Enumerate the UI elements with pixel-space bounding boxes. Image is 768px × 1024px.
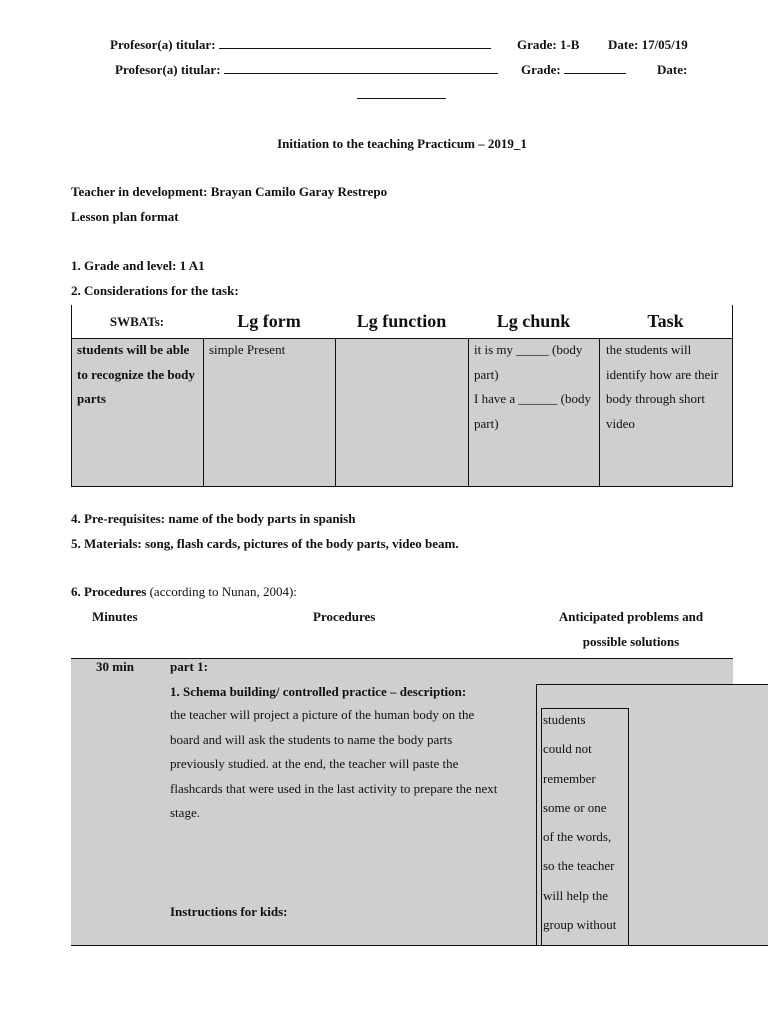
chunk-line-2: I have a ______ (body part) bbox=[474, 391, 591, 431]
format-label: Lesson plan format bbox=[71, 209, 179, 224]
problem-line: some or one bbox=[543, 799, 607, 815]
procedures-bottom-border bbox=[71, 945, 733, 946]
cell-task: the students will identify how are their body through short video bbox=[606, 342, 719, 431]
header-line-2 bbox=[115, 62, 498, 78]
col-problems-2: possible solutions bbox=[582, 634, 680, 649]
procedures-heading-rest: (according to Nunan, 2004): bbox=[146, 584, 297, 599]
header-line-1 bbox=[110, 37, 491, 53]
teacher-name: Teacher in development: Brayan Camilo Garay Restrepo bbox=[71, 184, 388, 199]
date-blank-2 bbox=[357, 98, 446, 99]
problem-line: will help the bbox=[543, 887, 608, 903]
header-swbats: SWBATs: bbox=[109, 313, 165, 329]
chunk-line-1: it is my _____ (body part) bbox=[474, 342, 583, 382]
grade-level: 1. Grade and level: 1 A1 bbox=[71, 258, 205, 273]
problem-line: could not bbox=[543, 741, 592, 757]
grade-value: Grade: 1-B bbox=[517, 37, 580, 52]
procedures-heading bbox=[71, 584, 297, 600]
cell-lg-form: simple Present bbox=[209, 342, 286, 357]
description-line: the teacher will project a picture of the human body on the bbox=[170, 707, 475, 722]
considerations-heading: 2. Considerations for the task: bbox=[71, 283, 239, 298]
document-title: Initiation to the teaching Practicum – 2019_1 bbox=[277, 136, 527, 151]
grade-blank-2 bbox=[564, 62, 626, 74]
considerations-table bbox=[71, 305, 733, 487]
date-value: Date: 17/05/19 bbox=[608, 37, 688, 52]
grade-field-2 bbox=[521, 62, 626, 78]
col-problems-1: Anticipated problems and bbox=[558, 609, 704, 624]
stage-label: 1. Schema building/ controlled practice – description: bbox=[170, 684, 467, 699]
cell-lg-chunk bbox=[474, 338, 596, 436]
col-procedures: Procedures bbox=[313, 609, 376, 624]
col-minutes: Minutes bbox=[92, 609, 138, 624]
row-minutes: 30 min bbox=[96, 659, 134, 674]
procedures-heading-bold: 6. Procedures bbox=[71, 584, 147, 599]
header-lg-function: Lg function bbox=[356, 311, 447, 331]
problem-line: of the words, bbox=[543, 829, 612, 845]
teacher-blank-2 bbox=[224, 62, 498, 74]
teacher-label: Profesor(a) titular: bbox=[110, 37, 216, 52]
materials: 5. Materials: song, flash cards, pictures of the body parts, video beam. bbox=[71, 536, 459, 551]
problem-line: remember bbox=[543, 770, 596, 786]
part-label: part 1: bbox=[170, 659, 208, 674]
prerequisites: 4. Pre-requisites: name of the body parts in spanish bbox=[71, 511, 356, 526]
description-line: board and will ask the students to name the body parts bbox=[170, 731, 453, 747]
teacher-label-2: Profesor(a) titular: bbox=[115, 62, 221, 77]
header-lg-chunk: Lg chunk bbox=[496, 311, 571, 331]
problems-text bbox=[543, 705, 633, 939]
header-lg-form: Lg form bbox=[237, 311, 301, 331]
cell-swbats: students will be able to recognize the body parts bbox=[77, 342, 195, 406]
problem-line: students bbox=[543, 712, 586, 727]
teacher-blank bbox=[219, 37, 491, 49]
grade-label-2: Grade: bbox=[521, 62, 561, 77]
description-line: flashcards that were used in the last activity to prepare the next bbox=[170, 780, 498, 796]
problem-line: so the teacher bbox=[543, 858, 615, 874]
instructions-label: Instructions for kids: bbox=[170, 904, 288, 919]
description-line: previously studied. at the end, the teacher will paste the bbox=[170, 756, 459, 771]
problem-line: group without bbox=[543, 917, 617, 933]
header-task: Task bbox=[647, 311, 684, 331]
description-line: stage. bbox=[170, 805, 200, 820]
description bbox=[170, 703, 497, 826]
date-label-2: Date: bbox=[657, 62, 688, 77]
